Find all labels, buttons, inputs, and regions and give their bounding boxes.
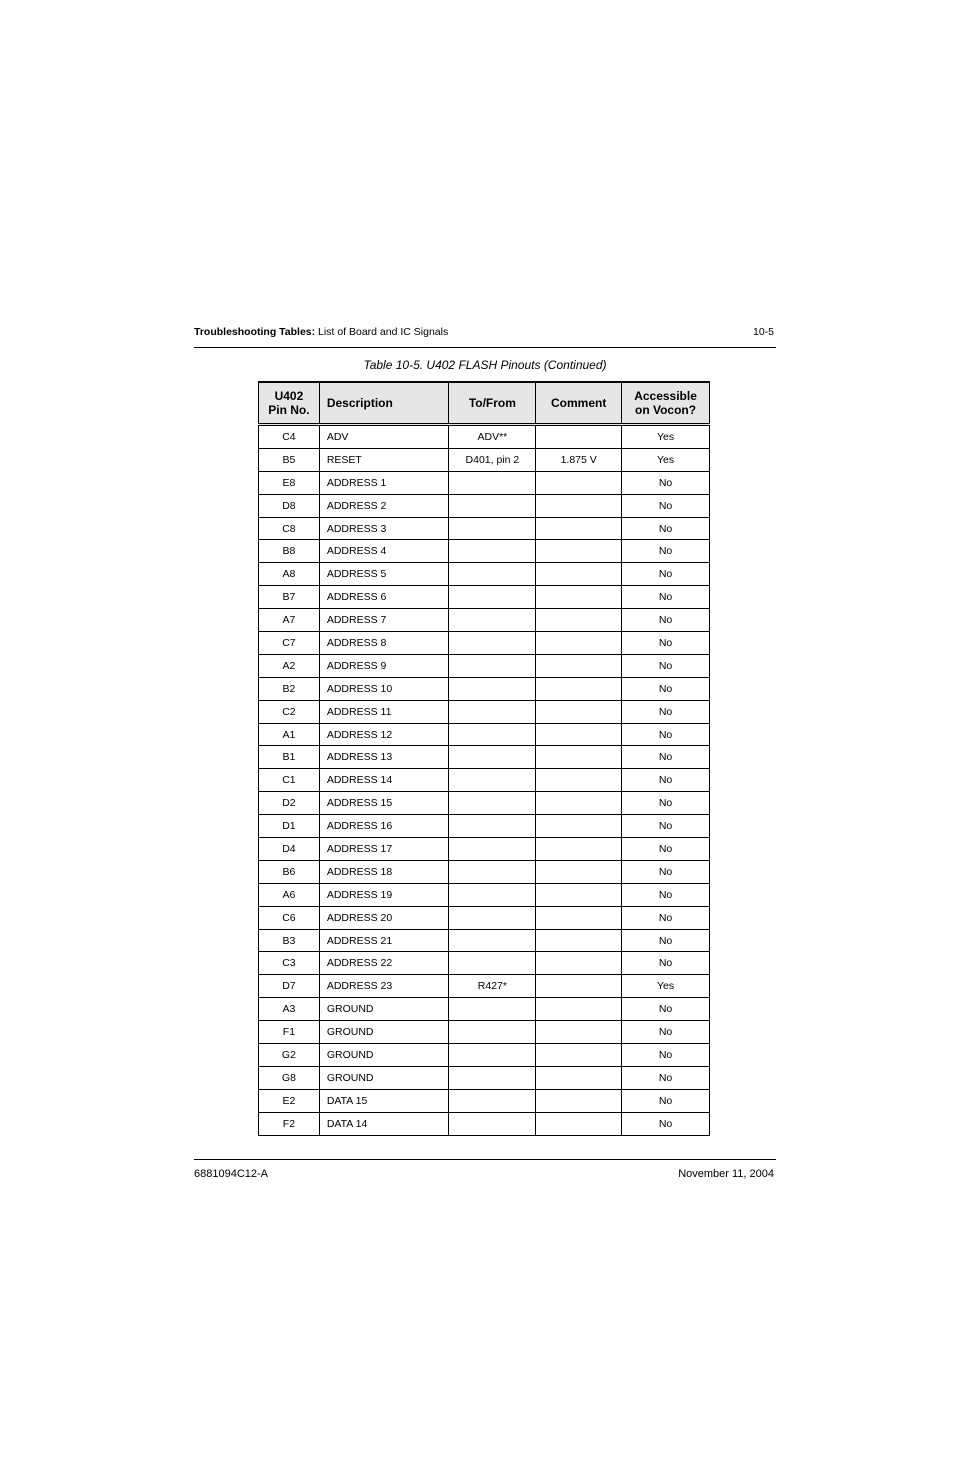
table-row <box>259 906 710 929</box>
cell-accessible: No <box>622 540 710 563</box>
cell-pin: E2 <box>259 1089 320 1112</box>
cell-accessible: No <box>622 883 710 906</box>
table-row <box>259 425 710 449</box>
cell-pin: B2 <box>259 677 320 700</box>
table-row <box>259 609 710 632</box>
cell-comment <box>536 586 622 609</box>
cell-description: ADV <box>319 425 449 449</box>
cell-pin: A3 <box>259 998 320 1021</box>
cell-accessible: No <box>622 700 710 723</box>
table-row <box>259 952 710 975</box>
cell-comment <box>536 929 622 952</box>
cell-pin: C6 <box>259 906 320 929</box>
header-section-title <box>194 326 448 338</box>
table-row <box>259 860 710 883</box>
column-header-description: Description <box>319 382 449 425</box>
cell-to-from <box>449 769 536 792</box>
table-row <box>259 838 710 861</box>
cell-accessible: Yes <box>622 448 710 471</box>
flash-pinouts-table <box>258 381 710 1136</box>
cell-to-from <box>449 860 536 883</box>
page-header <box>194 325 776 348</box>
column-header-accessible-line1: Accessible <box>634 389 697 403</box>
cell-description: ADDRESS 8 <box>319 632 449 655</box>
table-row <box>259 769 710 792</box>
table-row <box>259 677 710 700</box>
cell-description: ADDRESS 1 <box>319 471 449 494</box>
cell-comment <box>536 654 622 677</box>
column-header-accessible <box>622 382 710 425</box>
cell-to-from: D401, pin 2 <box>449 448 536 471</box>
table-row <box>259 471 710 494</box>
cell-comment <box>536 425 622 449</box>
header-page-number: 10-5 <box>752 326 774 338</box>
cell-pin: C3 <box>259 952 320 975</box>
table-row <box>259 746 710 769</box>
cell-to-from <box>449 998 536 1021</box>
table-row <box>259 998 710 1021</box>
cell-accessible: No <box>622 769 710 792</box>
column-header-comment: Comment <box>536 382 622 425</box>
column-header-pin-line1: U402 <box>274 389 304 403</box>
cell-accessible: No <box>622 586 710 609</box>
cell-pin: D7 <box>259 975 320 998</box>
cell-description: ADDRESS 21 <box>319 929 449 952</box>
cell-description: ADDRESS 20 <box>319 906 449 929</box>
table-row <box>259 975 710 998</box>
cell-to-from <box>449 1089 536 1112</box>
footer-date: November 11, 2004 <box>678 1168 774 1180</box>
table-row <box>259 1112 710 1135</box>
cell-accessible: No <box>622 1044 710 1067</box>
table-row <box>259 654 710 677</box>
cell-to-from <box>449 494 536 517</box>
cell-pin: C2 <box>259 700 320 723</box>
cell-description: DATA 15 <box>319 1089 449 1112</box>
column-header-pin-line2: Pin No. <box>268 403 310 417</box>
table-row <box>259 586 710 609</box>
cell-to-from <box>449 1021 536 1044</box>
cell-description: ADDRESS 5 <box>319 563 449 586</box>
column-header-accessible-line2: on Vocon? <box>634 403 697 417</box>
cell-accessible: No <box>622 609 710 632</box>
page-footer <box>194 1159 776 1180</box>
cell-to-from <box>449 883 536 906</box>
cell-description: ADDRESS 10 <box>319 677 449 700</box>
cell-to-from <box>449 838 536 861</box>
cell-description: DATA 14 <box>319 1112 449 1135</box>
table-row <box>259 929 710 952</box>
cell-pin: B5 <box>259 448 320 471</box>
cell-pin: D1 <box>259 815 320 838</box>
table-row <box>259 700 710 723</box>
cell-accessible: No <box>622 792 710 815</box>
cell-to-from <box>449 929 536 952</box>
cell-comment <box>536 540 622 563</box>
cell-description: ADDRESS 23 <box>319 975 449 998</box>
cell-pin: C4 <box>259 425 320 449</box>
cell-to-from <box>449 471 536 494</box>
cell-comment <box>536 1112 622 1135</box>
cell-accessible: Yes <box>622 425 710 449</box>
cell-accessible: No <box>622 838 710 861</box>
cell-comment <box>536 746 622 769</box>
cell-pin: C7 <box>259 632 320 655</box>
cell-description: ADDRESS 19 <box>319 883 449 906</box>
table-header-row <box>259 382 710 425</box>
cell-comment <box>536 769 622 792</box>
cell-description: ADDRESS 4 <box>319 540 449 563</box>
cell-description: ADDRESS 13 <box>319 746 449 769</box>
cell-pin: B6 <box>259 860 320 883</box>
table-row <box>259 723 710 746</box>
cell-comment <box>536 1066 622 1089</box>
cell-description: ADDRESS 15 <box>319 792 449 815</box>
cell-pin: B1 <box>259 746 320 769</box>
cell-accessible: No <box>622 632 710 655</box>
cell-pin: G2 <box>259 1044 320 1067</box>
cell-description: ADDRESS 18 <box>319 860 449 883</box>
cell-to-from <box>449 654 536 677</box>
cell-accessible: No <box>622 906 710 929</box>
table-row <box>259 1066 710 1089</box>
table-row <box>259 1089 710 1112</box>
cell-accessible: No <box>622 723 710 746</box>
cell-comment <box>536 838 622 861</box>
cell-comment <box>536 1089 622 1112</box>
cell-description: GROUND <box>319 1044 449 1067</box>
column-header-pin <box>259 382 320 425</box>
cell-description: GROUND <box>319 1066 449 1089</box>
cell-description: ADDRESS 17 <box>319 838 449 861</box>
cell-description: ADDRESS 2 <box>319 494 449 517</box>
cell-accessible: No <box>622 654 710 677</box>
cell-to-from <box>449 677 536 700</box>
cell-pin: C1 <box>259 769 320 792</box>
cell-accessible: No <box>622 929 710 952</box>
cell-comment <box>536 975 622 998</box>
table-row <box>259 883 710 906</box>
cell-to-from <box>449 586 536 609</box>
cell-accessible: No <box>622 563 710 586</box>
cell-description: GROUND <box>319 998 449 1021</box>
cell-description: ADDRESS 12 <box>319 723 449 746</box>
cell-pin: A6 <box>259 883 320 906</box>
cell-accessible: No <box>622 952 710 975</box>
cell-to-from <box>449 563 536 586</box>
cell-comment <box>536 883 622 906</box>
table-row <box>259 1044 710 1067</box>
cell-accessible: No <box>622 815 710 838</box>
cell-pin: A7 <box>259 609 320 632</box>
cell-to-from <box>449 700 536 723</box>
cell-pin: E8 <box>259 471 320 494</box>
cell-description: RESET <box>319 448 449 471</box>
cell-pin: B8 <box>259 540 320 563</box>
cell-accessible: Yes <box>622 975 710 998</box>
table-row <box>259 792 710 815</box>
cell-accessible: No <box>622 471 710 494</box>
cell-description: ADDRESS 9 <box>319 654 449 677</box>
cell-to-from <box>449 1044 536 1067</box>
cell-pin: F2 <box>259 1112 320 1135</box>
cell-accessible: No <box>622 1112 710 1135</box>
cell-to-from: R427* <box>449 975 536 998</box>
header-section-bold: Troubleshooting Tables: <box>194 326 316 338</box>
table-row <box>259 563 710 586</box>
cell-to-from <box>449 517 536 540</box>
cell-to-from <box>449 609 536 632</box>
cell-to-from <box>449 952 536 975</box>
table-caption: Table 10-5. U402 FLASH Pinouts (Continued) <box>363 358 607 372</box>
cell-description: ADDRESS 7 <box>319 609 449 632</box>
cell-accessible: No <box>622 746 710 769</box>
cell-comment <box>536 815 622 838</box>
cell-pin: C8 <box>259 517 320 540</box>
cell-to-from <box>449 1112 536 1135</box>
cell-accessible: No <box>622 998 710 1021</box>
cell-comment <box>536 609 622 632</box>
cell-to-from <box>449 1066 536 1089</box>
table-row <box>259 517 710 540</box>
cell-description: ADDRESS 3 <box>319 517 449 540</box>
cell-to-from <box>449 723 536 746</box>
cell-to-from <box>449 540 536 563</box>
cell-pin: A2 <box>259 654 320 677</box>
cell-pin: A8 <box>259 563 320 586</box>
cell-accessible: No <box>622 1066 710 1089</box>
column-header-to-from: To/From <box>449 382 536 425</box>
cell-pin: B3 <box>259 929 320 952</box>
table-body <box>259 425 710 1136</box>
cell-description: ADDRESS 14 <box>319 769 449 792</box>
cell-description: ADDRESS 22 <box>319 952 449 975</box>
cell-accessible: No <box>622 1089 710 1112</box>
cell-accessible: No <box>622 1021 710 1044</box>
cell-accessible: No <box>622 494 710 517</box>
cell-to-from: ADV** <box>449 425 536 449</box>
cell-pin: D2 <box>259 792 320 815</box>
cell-comment <box>536 517 622 540</box>
table-row <box>259 1021 710 1044</box>
cell-comment <box>536 860 622 883</box>
cell-pin: B7 <box>259 586 320 609</box>
cell-description: ADDRESS 11 <box>319 700 449 723</box>
cell-to-from <box>449 792 536 815</box>
cell-description: ADDRESS 6 <box>319 586 449 609</box>
footer-doc-number: 6881094C12-A <box>194 1168 269 1180</box>
table-row <box>259 815 710 838</box>
cell-comment <box>536 906 622 929</box>
cell-comment <box>536 471 622 494</box>
header-section-rest: List of Board and IC Signals <box>315 326 449 338</box>
cell-comment <box>536 700 622 723</box>
cell-comment <box>536 1044 622 1067</box>
cell-pin: D8 <box>259 494 320 517</box>
cell-comment <box>536 1021 622 1044</box>
cell-comment: 1.875 V <box>536 448 622 471</box>
cell-to-from <box>449 906 536 929</box>
cell-accessible: No <box>622 517 710 540</box>
cell-comment <box>536 792 622 815</box>
table-row <box>259 494 710 517</box>
cell-comment <box>536 952 622 975</box>
cell-comment <box>536 632 622 655</box>
cell-comment <box>536 998 622 1021</box>
cell-pin: D4 <box>259 838 320 861</box>
cell-comment <box>536 563 622 586</box>
cell-pin: F1 <box>259 1021 320 1044</box>
cell-pin: A1 <box>259 723 320 746</box>
cell-accessible: No <box>622 860 710 883</box>
table-row <box>259 448 710 471</box>
cell-comment <box>536 494 622 517</box>
cell-pin: G8 <box>259 1066 320 1089</box>
cell-to-from <box>449 815 536 838</box>
cell-to-from <box>449 746 536 769</box>
cell-accessible: No <box>622 677 710 700</box>
cell-description: ADDRESS 16 <box>319 815 449 838</box>
cell-to-from <box>449 632 536 655</box>
table-row <box>259 540 710 563</box>
cell-comment <box>536 677 622 700</box>
cell-comment <box>536 723 622 746</box>
table-row <box>259 632 710 655</box>
cell-description: GROUND <box>319 1021 449 1044</box>
